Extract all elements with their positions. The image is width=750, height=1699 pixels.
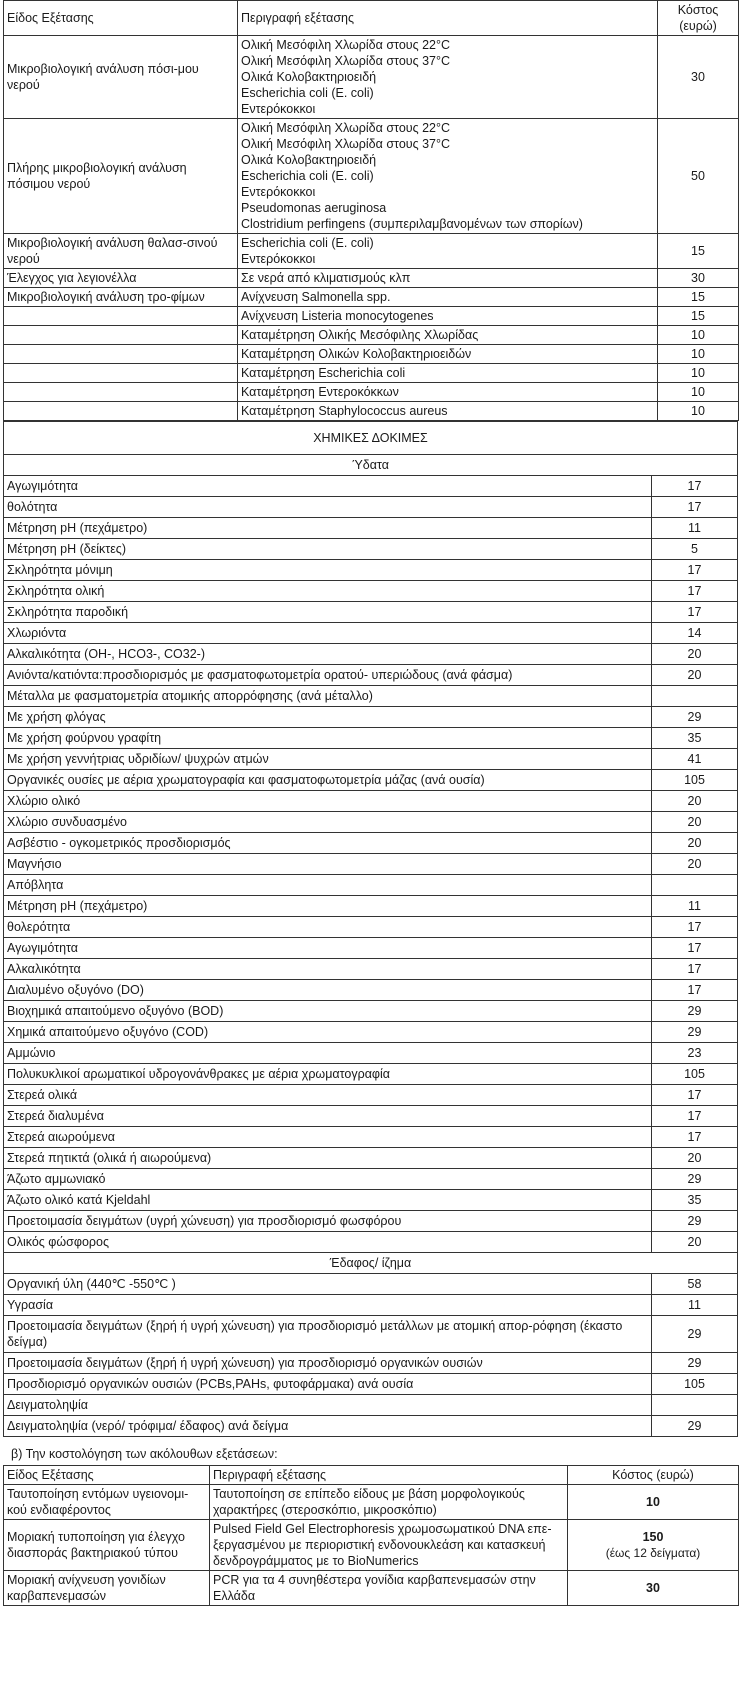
cost-cell: 17 bbox=[651, 602, 737, 623]
test-description-cell bbox=[238, 234, 658, 269]
test-description-cell bbox=[238, 269, 658, 288]
test-name-cell: Άζωτο αμμωνιακό bbox=[4, 1169, 652, 1190]
table-row bbox=[4, 1190, 738, 1211]
table-row bbox=[4, 1485, 739, 1520]
test-description-cell: PCR για τα 4 συνηθέστερα γονίδια καρβαπενεμασών στην Ελλάδα bbox=[210, 1571, 568, 1606]
cost-cell: 20 bbox=[651, 812, 737, 833]
test-description-cell bbox=[238, 383, 658, 402]
cost-cell: 15 bbox=[658, 234, 739, 269]
table-row bbox=[4, 665, 738, 686]
test-type-cell bbox=[4, 364, 238, 383]
test-type-cell: Μοριακή ανίχνευση γονιδίων καρβαπενεμασών bbox=[4, 1571, 210, 1606]
description-line: Pseudomonas aeruginosa bbox=[241, 201, 387, 215]
cost-cell: 29 bbox=[651, 1353, 737, 1374]
test-description-cell bbox=[238, 326, 658, 345]
cost-cell: 10 bbox=[658, 364, 739, 383]
table-row bbox=[4, 1316, 738, 1353]
test-name-cell: Βιοχημικά απαιτούμενο οξυγόνο (BOD) bbox=[4, 1001, 652, 1022]
test-name-cell: Προετοιμασία δειγμάτων (ξηρή ή υγρή χώνευση) για προσδιορισμό οργανικών ουσιών bbox=[4, 1353, 652, 1374]
cost-cell: 20 bbox=[651, 665, 737, 686]
table-row bbox=[4, 770, 738, 791]
test-name-cell: Οργανική ύλη (440℃ -550℃ ) bbox=[4, 1274, 652, 1295]
test-name-cell: Άζωτο ολικό κατά Kjeldahl bbox=[4, 1190, 652, 1211]
test-type-cell: Μικροβιολογική ανάλυση θαλασ-σινού νερού bbox=[4, 234, 238, 269]
cost-cell: 17 bbox=[651, 938, 737, 959]
test-name-cell: Δειγματοληψία bbox=[4, 1395, 652, 1416]
test-name-cell: Προετοιμασία δειγμάτων (ξηρή ή υγρή χώνευση) για προσδιορισμό μετάλλων με ατομική απορ-ρόφηση (έκαστο δείγμα) bbox=[4, 1316, 652, 1353]
table-row bbox=[4, 269, 739, 288]
table-row bbox=[4, 644, 738, 665]
test-name-cell: Προετοιμασία δειγμάτων (υγρή χώνευση) για προσδιορισμό φωσφόρου bbox=[4, 1211, 652, 1232]
description-line: Καταμέτρηση Staphylococcus aureus bbox=[241, 404, 448, 418]
section-heading-row bbox=[4, 422, 738, 455]
cost-cell: 30 bbox=[658, 36, 739, 119]
test-name-cell: Προσδιορισμό οργανικών ουσιών (PCBs,PAHs, φυτοφάρμακα) ανά ουσία bbox=[4, 1374, 652, 1395]
test-type-cell: Έλεγχος για λεγιονέλλα bbox=[4, 269, 238, 288]
table-row bbox=[4, 1106, 738, 1127]
chemical-tests-title: ΧΗΜΙΚΕΣ ΔΟΚΙΜΕΣ bbox=[4, 422, 738, 455]
table-row bbox=[4, 1374, 738, 1395]
cost-cell: 29 bbox=[651, 1316, 737, 1353]
cost-cell: 20 bbox=[651, 1148, 737, 1169]
test-type-cell: Ταυτοποίηση εντόμων υγειονομι-κού ενδιαφέροντος bbox=[4, 1485, 210, 1520]
description-line: Εντερόκοκκοι bbox=[241, 185, 316, 199]
microbiology-table bbox=[3, 0, 739, 421]
cost-cell bbox=[568, 1571, 739, 1606]
test-name-cell: Απόβλητα bbox=[4, 875, 652, 896]
description-line: Ολική Μεσόφιλη Χλωρίδα στους 22°C bbox=[241, 121, 451, 135]
description-line: Ολική Μεσόφιλη Χλωρίδα στους 22°C bbox=[241, 38, 451, 52]
description-line: Ολικά Κολοβακτηριοειδή bbox=[241, 153, 377, 167]
cost-cell bbox=[651, 686, 737, 707]
cost-cell: 41 bbox=[651, 749, 737, 770]
cost-cell: 58 bbox=[651, 1274, 737, 1295]
header-type: Είδος Εξέτασης bbox=[4, 1, 238, 36]
test-description-cell bbox=[238, 288, 658, 307]
cost-cell: 5 bbox=[651, 539, 737, 560]
table-row bbox=[4, 1043, 738, 1064]
description-line: Ολικά Κολοβακτηριοειδή bbox=[241, 70, 377, 84]
test-type-cell bbox=[4, 345, 238, 364]
cost-cell: 11 bbox=[651, 896, 737, 917]
table-row bbox=[4, 959, 738, 980]
header-type: Είδος Εξέτασης bbox=[4, 1466, 210, 1485]
cost-cell: 17 bbox=[651, 1127, 737, 1148]
cost-value: 10 bbox=[646, 1495, 660, 1509]
table-row bbox=[4, 1274, 738, 1295]
test-name-cell: Μαγνήσιο bbox=[4, 854, 652, 875]
test-name-cell: Ασβέστιο - ογκομετρικός προσδιορισμός bbox=[4, 833, 652, 854]
cost-cell: 29 bbox=[651, 1022, 737, 1043]
description-line: Καταμέτρηση Ολικής Μεσόφιλης Χλωρίδας bbox=[241, 328, 479, 342]
cost-cell: 29 bbox=[651, 1211, 737, 1232]
cost-cell: 17 bbox=[651, 1085, 737, 1106]
description-line: Σε νερά από κλιματισμούς κλπ bbox=[241, 271, 411, 285]
header-description: Περιγραφή εξέτασης bbox=[238, 1, 658, 36]
subsection-heading-row bbox=[4, 455, 738, 476]
test-type-cell: Πλήρης μικροβιολογική ανάλυση πόσιμου νερού bbox=[4, 119, 238, 234]
test-name-cell: Αμμώνιο bbox=[4, 1043, 652, 1064]
cost-cell: 17 bbox=[651, 560, 737, 581]
cost-cell: 10 bbox=[658, 345, 739, 364]
table-row bbox=[4, 119, 739, 234]
cost-cell: 20 bbox=[651, 1232, 737, 1253]
test-name-cell: Αλκαλικότητα bbox=[4, 959, 652, 980]
test-name-cell: Μέτρηση pH (πεχάμετρο) bbox=[4, 896, 652, 917]
test-type-cell: Μικροβιολογική ανάλυση τρο-φίμων bbox=[4, 288, 238, 307]
test-name-cell: Με χρήση γεννήτριας υδριδίων/ ψυχρών ατμών bbox=[4, 749, 652, 770]
cost-cell bbox=[568, 1520, 739, 1571]
table-row bbox=[4, 36, 739, 119]
table-row bbox=[4, 497, 738, 518]
cost-cell: 14 bbox=[651, 623, 737, 644]
test-description-cell bbox=[238, 402, 658, 421]
cost-value: 30 bbox=[646, 1581, 660, 1595]
table-row bbox=[4, 1127, 738, 1148]
test-name-cell: Με χρήση φλόγας bbox=[4, 707, 652, 728]
test-description-cell bbox=[238, 364, 658, 383]
description-line: Καταμέτρηση Ολικών Κολοβακτηριοειδών bbox=[241, 347, 472, 361]
table-row bbox=[4, 602, 738, 623]
test-name-cell: Πολυκυκλικοί αρωματικοί υδρογονάνθρακες με αέρια χρωματογραφία bbox=[4, 1064, 652, 1085]
table-row bbox=[4, 812, 738, 833]
test-name-cell: Στερεά διαλυμένα bbox=[4, 1106, 652, 1127]
cost-cell: 15 bbox=[658, 288, 739, 307]
table-row bbox=[4, 518, 738, 539]
table-row bbox=[4, 1232, 738, 1253]
cost-cell: 105 bbox=[651, 1374, 737, 1395]
cost-cell: 29 bbox=[651, 1001, 737, 1022]
table-row bbox=[4, 476, 738, 497]
cost-note: (έως 12 δείγματα) bbox=[605, 1546, 701, 1560]
test-name-cell: Δειγματοληψία (νερό/ τρόφιμα/ έδαφος) ανά δείγμα bbox=[4, 1416, 652, 1437]
cost-cell bbox=[651, 875, 737, 896]
test-name-cell: Στερεά ολικά bbox=[4, 1085, 652, 1106]
description-line: Ανίχνευση Listeria monocytogenes bbox=[241, 309, 434, 323]
table-row bbox=[4, 707, 738, 728]
cost-cell: 35 bbox=[651, 728, 737, 749]
table-row bbox=[4, 938, 738, 959]
test-type-cell bbox=[4, 326, 238, 345]
cost-cell: 11 bbox=[651, 518, 737, 539]
table-row bbox=[4, 1211, 738, 1232]
table-header-row bbox=[4, 1466, 739, 1485]
test-name-cell: Σκληρότητα μόνιμη bbox=[4, 560, 652, 581]
water-title: Ύδατα bbox=[4, 455, 738, 476]
test-name-cell: Υγρασία bbox=[4, 1295, 652, 1316]
table-row bbox=[4, 1148, 738, 1169]
table-row bbox=[4, 345, 739, 364]
table-row bbox=[4, 854, 738, 875]
description-line: Escherichia coli (E. coli) bbox=[241, 169, 374, 183]
table-row bbox=[4, 288, 739, 307]
table-row bbox=[4, 560, 738, 581]
table-row bbox=[4, 1571, 739, 1606]
beta-costing-table bbox=[3, 1465, 739, 1606]
cost-cell bbox=[568, 1485, 739, 1520]
table-row bbox=[4, 364, 739, 383]
table-row bbox=[4, 980, 738, 1001]
test-name-cell: Με χρήση φούρνου γραφίτη bbox=[4, 728, 652, 749]
test-type-cell bbox=[4, 383, 238, 402]
test-type-cell bbox=[4, 402, 238, 421]
table-row bbox=[4, 686, 738, 707]
description-line: Καταμέτρηση Εντεροκόκκων bbox=[241, 385, 399, 399]
cost-value: 150 bbox=[642, 1530, 664, 1544]
test-name-cell: Χλωριόντα bbox=[4, 623, 652, 644]
table-row bbox=[4, 833, 738, 854]
test-description-cell: Pulsed Field Gel Electrophoresis χρωμοσωματικού DNA επε-ξεργασμένου με περιοριστική ενδονουκλεάση και κατασκευή δενδρογράμματος με το BioNumerics bbox=[210, 1520, 568, 1571]
description-line: Ολική Μεσόφιλη Χλωρίδα στους 37°C bbox=[241, 137, 451, 151]
cost-cell: 20 bbox=[651, 854, 737, 875]
table-row bbox=[4, 728, 738, 749]
test-type-cell bbox=[4, 307, 238, 326]
test-name-cell: Μέταλλα με φασματομετρία ατομικής απορρόφησης (ανά μέταλλο) bbox=[4, 686, 652, 707]
test-name-cell: Αλκαλικότητα (OH-, HCO3-, CO32-) bbox=[4, 644, 652, 665]
test-name-cell: Χλώριο συνδυασμένο bbox=[4, 812, 652, 833]
cost-cell: 11 bbox=[651, 1295, 737, 1316]
table-row bbox=[4, 1520, 739, 1571]
test-name-cell: Ολικός φώσφορος bbox=[4, 1232, 652, 1253]
cost-cell: 17 bbox=[651, 581, 737, 602]
description-line: Escherichia coli (E. coli) bbox=[241, 236, 374, 250]
cost-cell: 17 bbox=[651, 959, 737, 980]
cost-cell: 17 bbox=[651, 497, 737, 518]
cost-cell: 105 bbox=[651, 1064, 737, 1085]
subsection-heading-row bbox=[4, 1253, 738, 1274]
test-name-cell: Στερεά αιωρούμενα bbox=[4, 1127, 652, 1148]
table-row bbox=[4, 1353, 738, 1374]
test-name-cell: Μέτρηση pH (δείκτες) bbox=[4, 539, 652, 560]
header-cost: Κόστος (ευρώ) bbox=[658, 1, 739, 36]
cost-cell: 17 bbox=[651, 1106, 737, 1127]
test-type-cell: Μικροβιολογική ανάλυση πόσι-μου νερού bbox=[4, 36, 238, 119]
table-row bbox=[4, 1395, 738, 1416]
cost-cell: 20 bbox=[651, 644, 737, 665]
description-line: Ανίχνευση Salmonella spp. bbox=[241, 290, 391, 304]
test-name-cell: Σκληρότητα παροδική bbox=[4, 602, 652, 623]
cost-cell bbox=[651, 1395, 737, 1416]
table-row bbox=[4, 1064, 738, 1085]
table-row bbox=[4, 1169, 738, 1190]
table-header-row bbox=[4, 1, 739, 36]
description-line: Escherichia coli (E. coli) bbox=[241, 86, 374, 100]
cost-cell: 10 bbox=[658, 326, 739, 345]
cost-cell: 29 bbox=[651, 1416, 737, 1437]
test-type-cell: Μοριακή τυποποίηση για έλεγχο διασποράς βακτηριακού τύπου bbox=[4, 1520, 210, 1571]
description-line: Εντερόκοκκοι bbox=[241, 102, 316, 116]
table-row bbox=[4, 326, 739, 345]
table-row bbox=[4, 1295, 738, 1316]
table-row bbox=[4, 581, 738, 602]
table-row bbox=[4, 791, 738, 812]
cost-cell: 17 bbox=[651, 917, 737, 938]
description-line: Clostridium perfingens (συμπεριλαμβανομένων των σπορίων) bbox=[241, 217, 583, 231]
table-row bbox=[4, 917, 738, 938]
table-row bbox=[4, 1022, 738, 1043]
test-name-cell: θολερότητα bbox=[4, 917, 652, 938]
header-description: Περιγραφή εξέτασης bbox=[210, 1466, 568, 1485]
table-row bbox=[4, 1416, 738, 1437]
description-line: Καταμέτρηση Escherichia coli bbox=[241, 366, 406, 380]
header-cost: Κόστος (ευρώ) bbox=[568, 1466, 739, 1485]
test-name-cell: Χλώριο ολικό bbox=[4, 791, 652, 812]
beta-section-title: β) Την κοστολόγηση των ακόλουθων εξετάσεων: bbox=[11, 1447, 278, 1461]
cost-cell: 23 bbox=[651, 1043, 737, 1064]
test-description-cell: Ταυτοποίηση σε επίπεδο είδους με βάση μορφολογικούς χαρακτήρες (στεροσκόπιο, μικροσκόπιο) bbox=[210, 1485, 568, 1520]
test-name-cell: Σκληρότητα ολική bbox=[4, 581, 652, 602]
soil-title: Έδαφος/ ίζημα bbox=[4, 1253, 738, 1274]
table-row bbox=[4, 234, 739, 269]
test-name-cell: Αγωγιμότητα bbox=[4, 938, 652, 959]
table-row bbox=[4, 1001, 738, 1022]
table-row bbox=[4, 749, 738, 770]
table-row bbox=[4, 896, 738, 917]
cost-cell: 20 bbox=[651, 791, 737, 812]
cost-cell: 50 bbox=[658, 119, 739, 234]
test-name-cell: Μέτρηση pH (πεχάμετρο) bbox=[4, 518, 652, 539]
test-name-cell: θολότητα bbox=[4, 497, 652, 518]
cost-cell: 20 bbox=[651, 833, 737, 854]
chemical-tests-table bbox=[3, 421, 738, 1437]
table-row bbox=[4, 307, 739, 326]
test-name-cell: Στερεά πητικτά (ολικά ή αιωρούμενα) bbox=[4, 1148, 652, 1169]
test-name-cell: Αγωγιμότητα bbox=[4, 476, 652, 497]
test-name-cell: Οργανικές ουσίες με αέρια χρωματογραφία και φασματοφωτομετρία μάζας (ανά ουσία) bbox=[4, 770, 652, 791]
table-row bbox=[4, 402, 739, 421]
cost-cell: 105 bbox=[651, 770, 737, 791]
cost-cell: 17 bbox=[651, 980, 737, 1001]
table-row bbox=[4, 875, 738, 896]
test-description-cell bbox=[238, 345, 658, 364]
cost-cell: 10 bbox=[658, 402, 739, 421]
table-row bbox=[4, 383, 739, 402]
cost-cell: 10 bbox=[658, 383, 739, 402]
cost-cell: 15 bbox=[658, 307, 739, 326]
test-name-cell: Ανιόντα/κατιόντα:προσδιορισμός με φασματοφωτομετρία ορατού- υπεριώδους (ανά φάσμα) bbox=[4, 665, 652, 686]
table-row bbox=[4, 623, 738, 644]
cost-cell: 35 bbox=[651, 1190, 737, 1211]
test-description-cell bbox=[238, 307, 658, 326]
cost-cell: 30 bbox=[658, 269, 739, 288]
test-name-cell: Χημικά απαιτούμενο οξυγόνο (COD) bbox=[4, 1022, 652, 1043]
description-line: Εντερόκοκκοι bbox=[241, 252, 316, 266]
table-row bbox=[4, 1085, 738, 1106]
cost-cell: 29 bbox=[651, 1169, 737, 1190]
cost-cell: 17 bbox=[651, 476, 737, 497]
test-description-cell bbox=[238, 119, 658, 234]
test-name-cell: Διαλυμένο οξυγόνο (DO) bbox=[4, 980, 652, 1001]
test-description-cell bbox=[238, 36, 658, 119]
description-line: Ολική Μεσόφιλη Χλωρίδα στους 37°C bbox=[241, 54, 451, 68]
cost-cell: 29 bbox=[651, 707, 737, 728]
table-row bbox=[4, 539, 738, 560]
